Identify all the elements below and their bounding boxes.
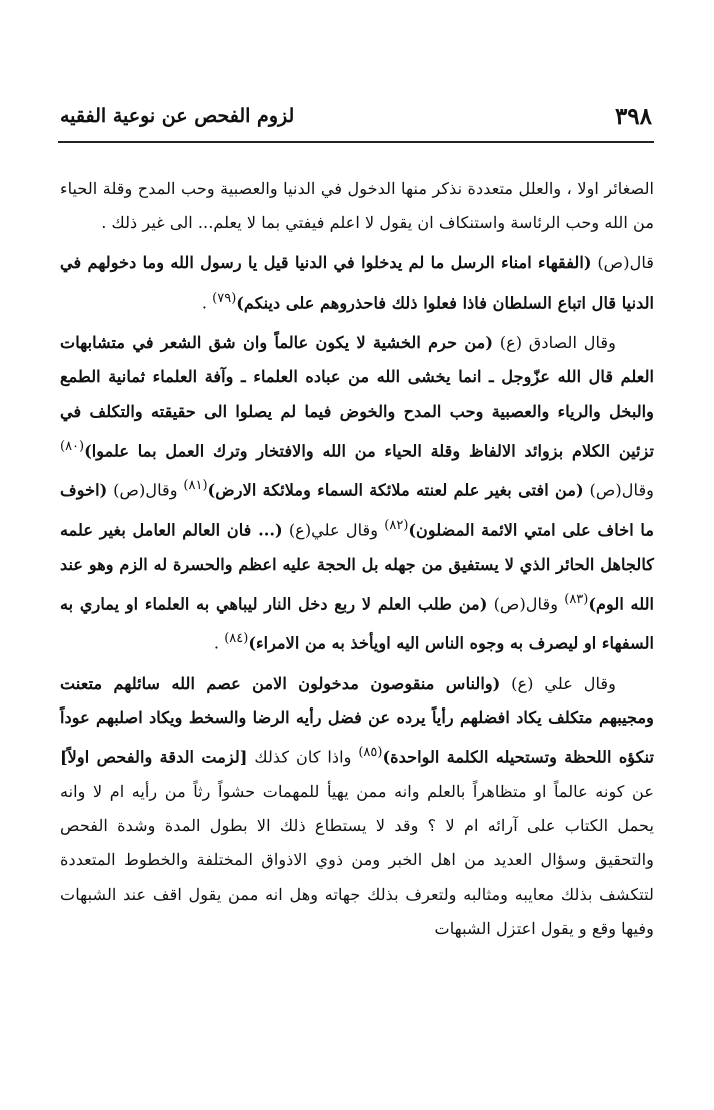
running-title: لزوم الفحص عن نوعية الفقيه (60, 105, 295, 127)
paragraph (60, 246, 654, 320)
quoted-text: (من حرم الخشية لا يكون عالماً وان شق الشعر في متشابهات العلم قال الله عزّوجل ـ انما يخشى الله من عباده العلماء ـ وآفة العلماء ثمانية الطمع والبخل والرياء والعصبية وحب المدح والخوض فيما لم يصلوا الى حقيقته والتكلف في تزئين الكلام بزوائد الالفاظ وقلة الحياء من الله والافتخار وترك العمل بما علموا) (60, 333, 654, 461)
footnote-ref: (٨٣) (564, 591, 589, 607)
quoted-text: (من افتى بغير علم لعنته ملائكة السماء وملائكة الارض) (207, 480, 584, 500)
paragraph (60, 172, 654, 240)
body-text: قال(ص) (591, 253, 654, 273)
body-text: وقال علي (ع) (500, 673, 616, 693)
body-text: الصغائر اولا ، والعلل متعددة نذكر منها الدخول في الدنيا والعصبية وحب المدح وقلة الحياء من الله وحب الرئاسة واستنكاف ان يقول لا اعلم فيفتي بما لا يعلم... الى غير ذلك . (60, 179, 654, 233)
paragraph (60, 667, 654, 946)
body-text: عن كونه عالماً او متظاهراً بالعلم وانه ممن يهيأ للمهمات حشواً رثاً من رأيه ام لا وانه يحمل الكتاب على آرائه ام لا ؟ وقد لا يستطاع ذلك الا بطول المدة وشدة الفحص والتحقيق وسؤال العديد من اهل الخبر ومن ذوي الاذواق المختلفة والخطوط المتعددة لتتكشف بذلك معايبه ومثالبه ولتعرف بذلك جهاته وهل انه ممن يقول اقف عند الشبهات وفيها وقع و يقول اعتزل الشبهات (60, 781, 654, 938)
body-text: وقال(ص) (583, 480, 654, 500)
body-text: . (201, 293, 213, 312)
footnote-ref: (٨٢) (384, 518, 409, 533)
quoted-text: (الفقهاء امناء الرسل ما لم يدخلوا في الدنيا قيل يا رسول الله وما دخولهم في الدنيا قال اتباع السلطان فاذا فعلوا ذلك فاحذروهم على دينكم) (60, 253, 654, 312)
quoted-text: (... فان العالم العامل بغير علمه كالجاهل الحائر الذي لا يستفيق من جهله بل الحجة عليه اعظم والحسرة له الزم وهو عند الله الوم) (60, 520, 655, 614)
quoted-text: (اخوف ما اخاف على امتي الائمة المضلون) (60, 480, 654, 540)
footnote-ref: (٨٥) (358, 745, 383, 761)
page-body (60, 172, 654, 946)
quoted-text: (والناس منقوصون مدخولون الامن عصم الله سائلهم متعنت ومجيبهم متكلف يكاد افضلهم رأياً يرده عن فضل رأيه الرضا والسخط ويكاد اصلبهم عوداً تنكؤه اللحظة وتستحيله الكلمة الواحدة) (60, 673, 654, 767)
page-header (60, 96, 652, 136)
quoted-text: [لزمت الدقة والفحص اولاً] (60, 747, 248, 767)
body-text: وقال(ص) (107, 480, 184, 500)
body-text: واذا كان كذلك (247, 747, 359, 767)
footnote-ref: (٨٤) (224, 631, 249, 647)
body-text: وقال علي(ع) (282, 520, 385, 540)
footnote-ref: (٨٠) (60, 438, 85, 454)
paragraph (60, 326, 654, 661)
quoted-text: (من طلب العلم لا ربع دخل النار ليباهي به العلماء او يماري به السفهاء او ليصرف به وجوه الناس اليه اويأخذ به من الامراء) (60, 594, 654, 653)
body-text: وقال الصادق (ع) (492, 333, 616, 353)
body-text: وقال(ص) (487, 594, 565, 614)
footnote-ref: (٨١) (183, 478, 208, 494)
header-rule (58, 141, 654, 143)
page-number: ٣٩٨ (614, 102, 652, 130)
footnote-ref: (٧٩) (212, 290, 237, 306)
body-text: . (213, 633, 225, 653)
